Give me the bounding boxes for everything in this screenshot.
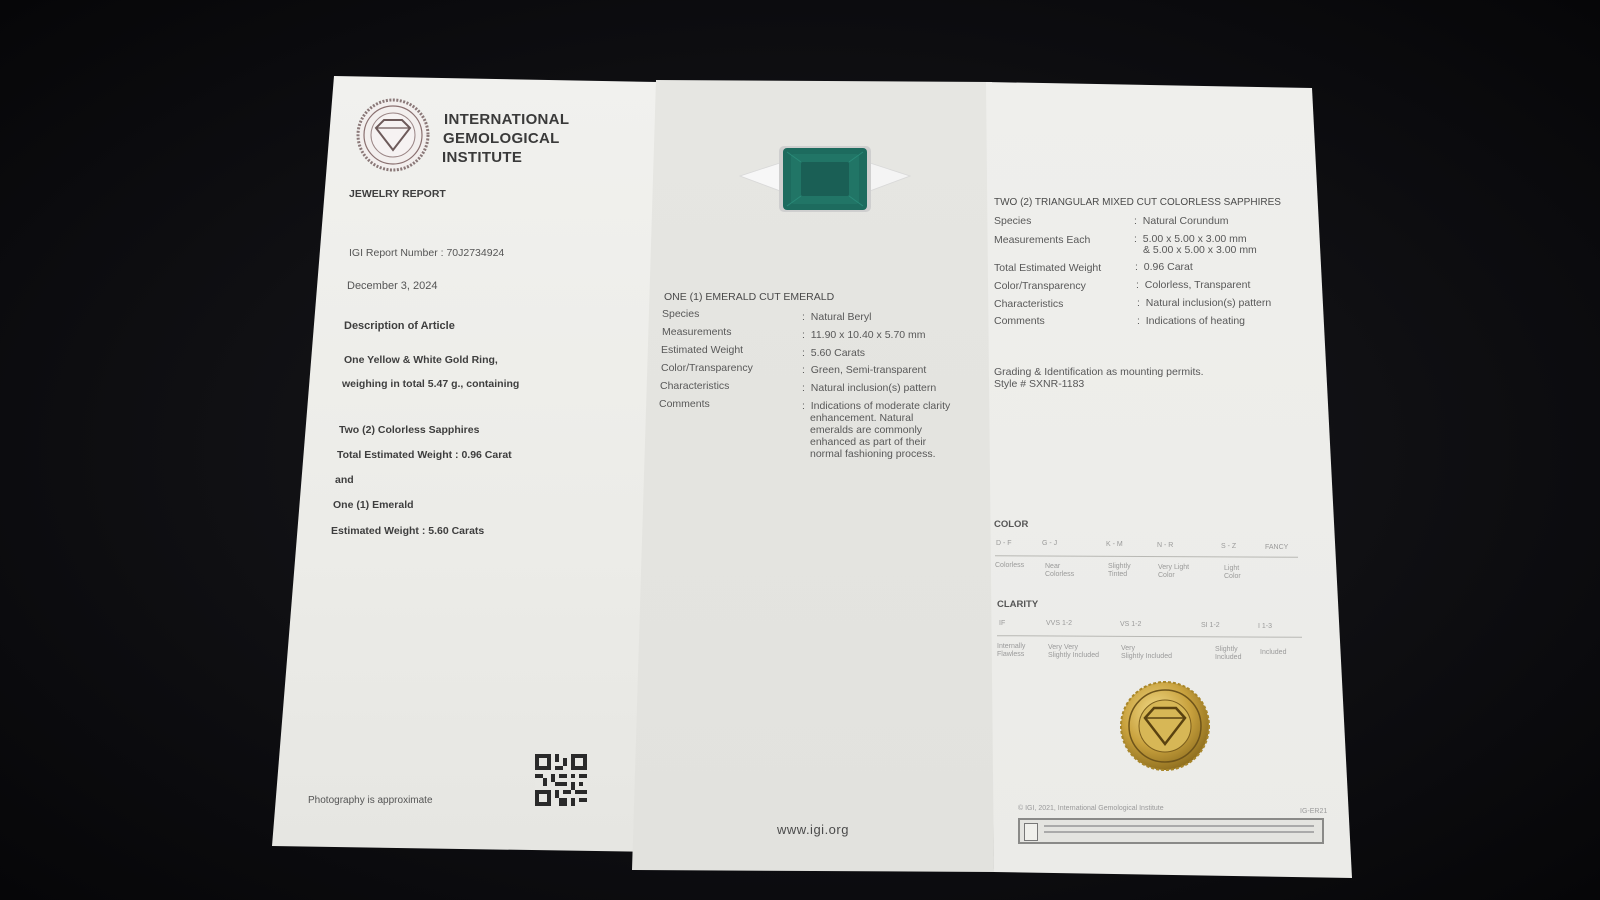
stones-line-1: Two (2) Colorless Sapphires: [339, 424, 480, 436]
sapphire-value-characteristics: : Natural inclusion(s) pattern: [1137, 297, 1272, 309]
clarity-grade: SI 1-2: [1201, 622, 1220, 629]
clarity-grade: VVS 1-2: [1046, 620, 1073, 627]
color-desc: Colorless: [1045, 571, 1075, 578]
sapphire-value-color: : Colorless, Transparent: [1136, 279, 1251, 291]
color-grade: K - M: [1106, 541, 1123, 548]
institute-name-line-1: INTERNATIONAL: [444, 111, 570, 128]
emerald-comment-line: emeralds are commonly: [810, 424, 923, 436]
clarity-grade: VS 1-2: [1120, 621, 1142, 628]
sapphire-label-color: Color/Transparency: [994, 280, 1086, 292]
color-desc: Colorless: [995, 562, 1025, 569]
sapphire-label-measurements: Measurements Each: [994, 234, 1091, 246]
stones-line-4: Estimated Weight : 5.60 Carats: [331, 525, 485, 537]
igi-seal-icon: [354, 98, 432, 172]
clarity-desc: Slightly: [1215, 646, 1238, 653]
emerald-heading: ONE (1) EMERALD CUT EMERALD: [664, 291, 835, 303]
sapphires-heading: TWO (2) TRIANGULAR MIXED CUT COLORLESS SAPPHIRES: [994, 197, 1281, 208]
clarity-desc: Very: [1121, 645, 1136, 652]
clarity-desc: Included: [1260, 649, 1287, 656]
color-desc: Near: [1045, 563, 1061, 570]
color-grade: FANCY: [1265, 544, 1289, 551]
stones-line-3: One (1) Emerald: [333, 499, 414, 511]
copyright: © IGI, 2021, International Gemological Institute: [1018, 805, 1164, 812]
emerald-ring-photo: [735, 140, 915, 220]
color-desc: Light: [1224, 565, 1240, 572]
emerald-label-comments: Comments: [659, 398, 710, 410]
sapphire-value-weight: : 0.96 Carat: [1135, 261, 1193, 273]
style-number: Style # SXNR-1183: [994, 378, 1085, 390]
stones-and: and: [335, 474, 354, 486]
emerald-label-color: Color/Transparency: [661, 362, 753, 374]
sapphire-label-species: Species: [994, 215, 1032, 227]
clarity-desc: Flawless: [997, 651, 1025, 658]
clarity-scale-title: CLARITY: [997, 599, 1039, 610]
institute-name-line-2: GEMOLOGICAL: [443, 130, 560, 147]
sapphire-value-comments: : Indications of heating: [1137, 315, 1246, 327]
sapphire-label-weight: Total Estimated Weight: [994, 262, 1102, 274]
color-scale-title: COLOR: [994, 519, 1029, 530]
clarity-desc: Internally: [997, 643, 1026, 650]
sapphire-label-characteristics: Characteristics: [994, 298, 1064, 310]
clarity-desc: Included: [1215, 654, 1242, 661]
report-date: December 3, 2024: [347, 280, 438, 292]
grading-note: Grading & Identification as mounting permits.: [994, 366, 1204, 378]
sapphire-value-species: : Natural Corundum: [1134, 215, 1229, 227]
report-left-panel: [272, 76, 657, 852]
emerald-comment-line: enhancement. Natural: [810, 412, 914, 424]
color-desc: Color: [1224, 573, 1241, 580]
photo-note: Photography is approximate: [308, 795, 433, 806]
emerald-comment-line: normal fashioning process.: [810, 448, 936, 460]
emerald-label-characteristics: Characteristics: [660, 380, 730, 392]
description-heading: Description of Article: [344, 320, 455, 332]
color-desc: Color: [1158, 572, 1175, 579]
sapphire-label-comments: Comments: [994, 315, 1045, 327]
emerald-value-measurements: : 11.90 x 10.40 x 5.70 mm: [802, 329, 926, 341]
description-line-2: weighing in total 5.47 g., containing: [342, 378, 520, 390]
color-grade: S - Z: [1221, 543, 1237, 550]
color-grade: D - F: [996, 540, 1012, 547]
emerald-value-species: : Natural Beryl: [802, 311, 872, 323]
emerald-value-comments: : Indications of moderate clarity: [802, 400, 951, 412]
document-icon: [1024, 823, 1038, 841]
sapphire-value-measurements-2: & 5.00 x 5.00 x 3.00 mm: [1143, 244, 1257, 256]
color-desc: Slightly: [1108, 563, 1131, 570]
clarity-grade: IF: [999, 620, 1006, 627]
clarity-desc: Slightly Included: [1121, 653, 1172, 660]
stones-line-2: Total Estimated Weight : 0.96 Carat: [337, 449, 512, 461]
report-type: JEWELRY REPORT: [349, 188, 446, 200]
color-grade: N - R: [1157, 542, 1174, 549]
clarity-grade: I 1-3: [1258, 623, 1273, 630]
security-notice-box: [1018, 818, 1324, 844]
emerald-value-characteristics: : Natural inclusion(s) pattern: [802, 382, 937, 394]
emerald-value-weight: : 5.60 Carats: [802, 347, 866, 359]
clarity-desc: Very Very: [1048, 644, 1078, 651]
clarity-desc: Slightly Included: [1048, 652, 1099, 659]
qr-code-icon[interactable]: [535, 754, 587, 806]
color-desc: Very Light: [1158, 564, 1190, 571]
form-code: IG-ER21: [1300, 808, 1328, 815]
sapphire-value-measurements: : 5.00 x 5.00 x 3.00 mm: [1134, 233, 1247, 245]
color-desc: Tinted: [1108, 571, 1128, 578]
emerald-label-species: Species: [662, 308, 700, 320]
report-number: IGI Report Number : 70J2734924: [349, 247, 505, 259]
description-line-1: One Yellow & White Gold Ring,: [344, 354, 498, 366]
gold-seal-icon: [1119, 680, 1211, 772]
emerald-label-measurements: Measurements: [662, 326, 732, 338]
emerald-comment-line: enhanced as part of their: [810, 436, 927, 448]
color-grade: G - J: [1042, 540, 1058, 547]
emerald-value-color: : Green, Semi-transparent: [802, 364, 927, 376]
website-link[interactable]: www.igi.org: [777, 822, 849, 837]
institute-name-line-3: INSTITUTE: [442, 149, 523, 166]
emerald-label-weight: Estimated Weight: [661, 344, 744, 356]
